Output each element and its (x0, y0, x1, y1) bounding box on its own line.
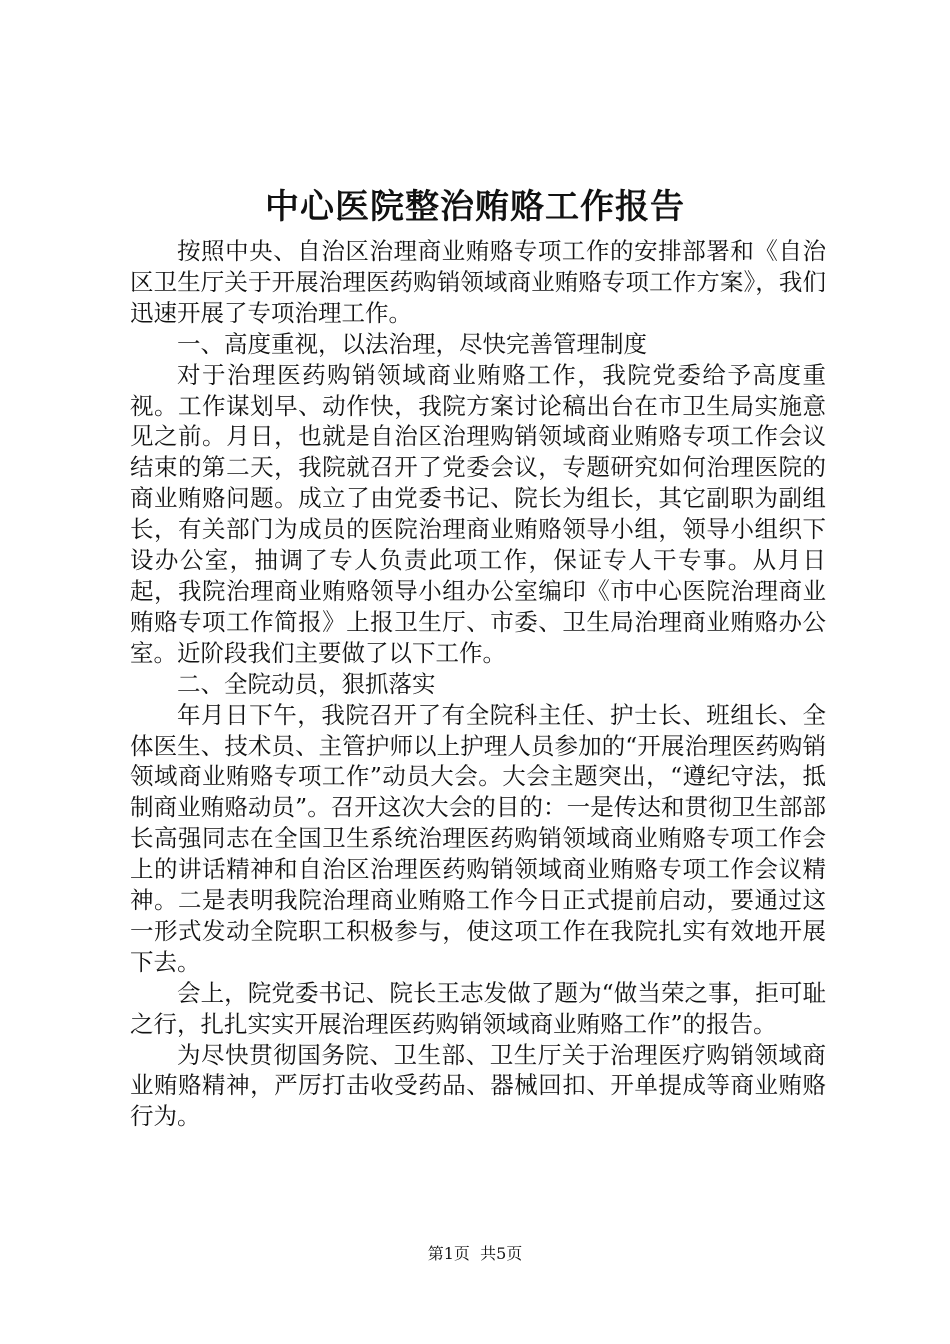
page-footer (0, 1243, 950, 1265)
paragraph-mobilization: 年月日下午，我院召开了有全院科主任、护士长、班组长、全体医生、技术员、主管护师以上护理人员参加的“开展治理医药购销领域商业贿赂专项工作”动员大会。大会主题突出，“遵纪守法，抵制商业贿赂动员”。召开这次大会的目的：一是传达和贯彻卫生部部长高强同志在全国卫生系统治理医药购销领域商业贿赂专项工作会上的讲话精神和自治区治理医药购销领域商业贿赂专项工作会议精神。二是表明我院治理商业贿赂工作今日正式提前启动，要通过这一形式发动全院职工积极参与，使这项工作在我院扎实有效地开展下去。 (130, 700, 826, 976)
page-total: 共5页 (480, 1244, 523, 1263)
paragraph-section-1: 对于治理医药购销领域商业贿赂工作，我院党委给予高度重视。工作谋划早、动作快，我院方案讨论稿出台在市卫生局实施意见之前。月日，也就是自治区治理购销领域商业贿赂专项工作会议结束的第二天，我院就召开了党委会议，专题研究如何治理医院的商业贿赂问题。成立了由党委书记、院长为组长，其它副职为副组长，有关部门为成员的医院治理商业贿赂领导小组，领导小组织下设办公室，抽调了专人负责此项工作，保证专人干专事。从月日起，我院治理商业贿赂领导小组办公室编印《市中心医院治理商业贿赂专项工作简报》上报卫生厅、市委、卫生局治理商业贿赂办公室。近阶段我们主要做了以下工作。 (130, 360, 826, 667)
paragraph-report: 会上，院党委书记、院长王志发做了题为“做当荣之事，拒可耻之行，扎扎实实开展治理医药购销领域商业贿赂工作”的报告。 (130, 978, 826, 1038)
page-number: 第1页 (427, 1244, 470, 1263)
paragraph-intro: 按照中央、自治区治理商业贿赂专项工作的安排部署和《自治区卫生厅关于开展治理医药购销领域商业贿赂专项工作方案》，我们迅速开展了专项治理工作。 (130, 237, 826, 327)
document-title: 中心医院整治贿赂工作报告 (265, 187, 685, 227)
paragraph-implementation: 为尽快贯彻国务院、卫生部、卫生厅关于治理医疗购销领域商业贿赂精神，严厉打击收受药品、器械回扣、开单提成等商业贿赂行为。 (130, 1040, 826, 1131)
document-body (130, 236, 826, 1132)
section-heading-1: 一、高度重视，以法治理，尽快完善管理制度 (177, 329, 647, 358)
section-heading-2: 二、全院动员，狠抓落实 (177, 669, 436, 698)
